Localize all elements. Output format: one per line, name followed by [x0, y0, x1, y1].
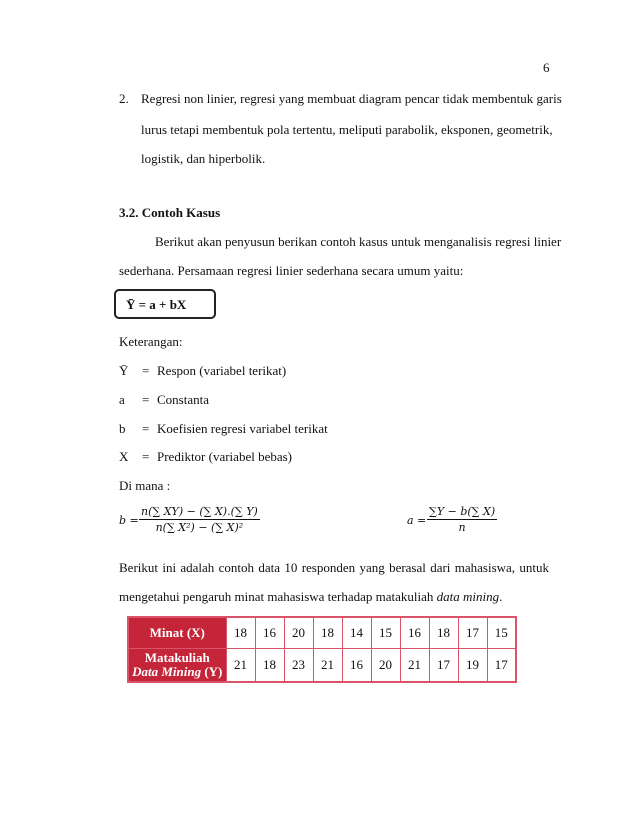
x-value-cell: 17	[458, 617, 487, 648]
list-item-number: 2.	[119, 91, 129, 106]
x-value-cell: 20	[284, 617, 313, 648]
formula-a-lhs: a =	[407, 514, 427, 527]
x-value-cell: 18	[313, 617, 342, 648]
y-value-cell: 21	[313, 648, 342, 682]
row-header-line2	[129, 665, 226, 679]
definition-symbol: Ȳ	[119, 363, 129, 378]
list-item-line: lurus tetapi membentuk pola tertentu, meliputi parabolik, eksponen, geometrik,	[141, 122, 553, 137]
y-value-cell: 23	[284, 648, 313, 682]
definition-text: Prediktor (variabel bebas)	[157, 449, 293, 464]
x-value-cell: 15	[487, 617, 516, 648]
section-heading: 3.2. Contoh Kasus	[119, 205, 221, 220]
y-value-cell: 17	[487, 648, 516, 682]
definition-symbol: a	[119, 392, 125, 407]
x-value-cell: 14	[342, 617, 371, 648]
x-value-cell: 18	[429, 617, 458, 648]
formula-a-fraction	[427, 505, 497, 534]
y-value-cell: 18	[255, 648, 284, 682]
formula-a-denominator: n	[458, 521, 466, 534]
definition-equals: =	[142, 421, 150, 436]
row-header-italic: Data Mining	[132, 663, 202, 679]
x-value-cell: 16	[400, 617, 429, 648]
formula-b-lhs: b =	[119, 514, 139, 527]
y-value-cell: 21	[400, 648, 429, 682]
dimana-label: Di mana :	[119, 478, 171, 493]
table-row-minat	[128, 617, 516, 648]
definition-equals: =	[142, 392, 150, 407]
y-value-cell: 21	[226, 648, 255, 682]
formula-b-fraction	[139, 505, 260, 534]
list-item-line: logistik, dan hiperbolik.	[141, 151, 266, 166]
closing-line-end: .	[499, 589, 503, 604]
x-value-cell: 18	[226, 617, 255, 648]
row-header-minat: Minat (X)	[128, 617, 226, 648]
intro-line: sederhana. Persamaan regresi linier sederhana secara umum yaitu:	[119, 263, 464, 278]
table-row-matakuliah	[128, 648, 516, 682]
keterangan-label: Keterangan:	[119, 334, 183, 349]
definition-text: Constanta	[157, 392, 209, 407]
y-value-cell: 20	[371, 648, 400, 682]
closing-line-italic: data mining	[436, 589, 500, 604]
closing-line-text: mengetahui pengaruh minat mahasiswa terhadap matakuliah	[119, 589, 437, 604]
formula-b-denominator: n(∑ X²) − (∑ X)²	[155, 521, 244, 534]
definition-equals: =	[142, 363, 150, 378]
page-number: 6	[543, 60, 550, 75]
definition-text: Respon (variabel terikat)	[157, 363, 287, 378]
formula-b-numerator: n(∑ XY) − (∑ X).(∑ Y)	[141, 505, 258, 518]
x-value-cell: 16	[255, 617, 284, 648]
list-item-line: Regresi non linier, regresi yang membuat diagram pencar tidak membentuk garis	[141, 91, 562, 106]
regression-equation-box	[114, 289, 216, 319]
y-value-cell: 16	[342, 648, 371, 682]
definition-symbol: b	[119, 421, 126, 436]
definition-text: Koefisien regresi variabel terikat	[157, 421, 328, 436]
definition-symbol: X	[119, 449, 129, 464]
formula-a-numerator: ∑Y − b(∑ X)	[429, 505, 496, 518]
row-header-suffix: (Y)	[201, 663, 223, 679]
intro-line: Berikut akan penyusun berikan contoh kasus untuk menganalisis regresi linier	[155, 234, 562, 249]
x-value-cell: 15	[371, 617, 400, 648]
y-value-cell: 17	[429, 648, 458, 682]
row-header-line1: Matakuliah	[144, 649, 210, 665]
data-table	[127, 616, 517, 683]
definition-equals: =	[142, 449, 150, 464]
y-value-cell: 19	[458, 648, 487, 682]
regression-equation: Ȳ = a + bX	[126, 297, 187, 312]
closing-line: Berikut ini adalah contoh data 10 responden yang berasal dari mahasiswa, untuk	[119, 560, 549, 575]
closing-line	[119, 589, 502, 605]
row-header-matakuliah	[128, 648, 226, 682]
